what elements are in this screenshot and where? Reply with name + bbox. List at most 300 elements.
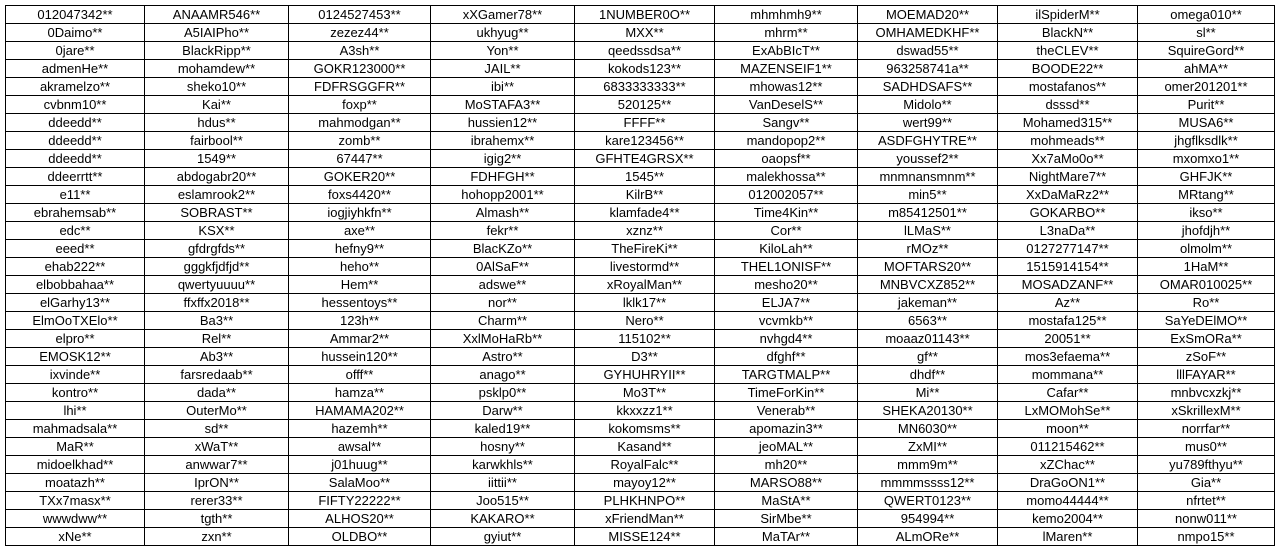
table-cell: zxn** [145, 528, 289, 546]
table-cell: Mi** [858, 384, 998, 402]
table-cell: sl** [1138, 24, 1275, 42]
table-cell: rMOz** [858, 240, 998, 258]
table-cell: BlackRipp** [145, 42, 289, 60]
table-cell: mus0** [1138, 438, 1275, 456]
table-cell: hamza** [289, 384, 431, 402]
table-row [6, 438, 1275, 456]
table-cell: BlackN** [998, 24, 1138, 42]
table-cell: zomb** [289, 132, 431, 150]
table-cell: KAKARO** [431, 510, 575, 528]
table-cell: Hem** [289, 276, 431, 294]
table-cell: j01huug** [289, 456, 431, 474]
table-cell: 963258741a** [858, 60, 998, 78]
table-cell: xFriendMan** [575, 510, 715, 528]
table-cell: SquireGord** [1138, 42, 1275, 60]
table-cell: ElmOoTXElo** [6, 312, 145, 330]
table-row [6, 366, 1275, 384]
table-cell: 20051** [998, 330, 1138, 348]
table-row [6, 240, 1275, 258]
table-cell: mhrm** [715, 24, 858, 42]
table-cell: BOODE22** [998, 60, 1138, 78]
table-cell: lMaren** [998, 528, 1138, 546]
table-cell: mommana** [998, 366, 1138, 384]
table-cell: iittii** [431, 474, 575, 492]
table-cell: ANAAMR546** [145, 6, 289, 24]
table-cell: lklk17** [575, 294, 715, 312]
table-cell: MaTAr** [715, 528, 858, 546]
table-cell: eslamrook2** [145, 186, 289, 204]
table-cell: ilSpiderM** [998, 6, 1138, 24]
table-cell: fairbool** [145, 132, 289, 150]
table-cell: 1HaM** [1138, 258, 1275, 276]
table-cell: ALmORe** [858, 528, 998, 546]
table-cell: Cafar** [998, 384, 1138, 402]
table-cell: 0127277147** [998, 240, 1138, 258]
table-cell: mohmeads** [998, 132, 1138, 150]
table-cell: Kai** [145, 96, 289, 114]
table-cell: Sangv** [715, 114, 858, 132]
table-cell: farsredaab** [145, 366, 289, 384]
table-cell: XxlMoHaRb** [431, 330, 575, 348]
table-cell: 0124527453** [289, 6, 431, 24]
table-cell: 1NUMBER0O** [575, 6, 715, 24]
table-cell: hefny9** [289, 240, 431, 258]
table-cell: ddeedd** [6, 132, 145, 150]
table-cell: nor** [431, 294, 575, 312]
table-row [6, 168, 1275, 186]
table-cell: mhmhmh9** [715, 6, 858, 24]
table-cell: 6563** [858, 312, 998, 330]
table-cell: mnmnansmnm** [858, 168, 998, 186]
table-cell: mahmadsala** [6, 420, 145, 438]
table-cell: gf** [858, 348, 998, 366]
table-cell: 012047342** [6, 6, 145, 24]
table-cell: Ab3** [145, 348, 289, 366]
table-cell: GHFJK** [1138, 168, 1275, 186]
table-cell: mxomxo1** [1138, 150, 1275, 168]
table-cell: apomazin3** [715, 420, 858, 438]
table-cell: MOFTARS20** [858, 258, 998, 276]
table-cell: qwertyuuuu** [145, 276, 289, 294]
table-cell: FIFTY22222** [289, 492, 431, 510]
table-cell: HAMAMA202** [289, 402, 431, 420]
table-cell: heho** [289, 258, 431, 276]
table-cell: hussien12** [431, 114, 575, 132]
table-cell: kare123456** [575, 132, 715, 150]
table-row [6, 60, 1275, 78]
table-cell: eeed** [6, 240, 145, 258]
table-cell: ibrahemx** [431, 132, 575, 150]
table-cell: lhi** [6, 402, 145, 420]
table-cell: OuterMo** [145, 402, 289, 420]
table-cell: Joo515** [431, 492, 575, 510]
table-cell: jhofdjh** [1138, 222, 1275, 240]
table-cell: xRoyalMan** [575, 276, 715, 294]
table-cell: admenHe** [6, 60, 145, 78]
table-cell: Nero** [575, 312, 715, 330]
table-cell: rerer33** [145, 492, 289, 510]
table-cell: Ba3** [145, 312, 289, 330]
table-cell: elbobbahaa** [6, 276, 145, 294]
table-cell: KSX** [145, 222, 289, 240]
table-cell: Charm** [431, 312, 575, 330]
table-cell: kemo2004** [998, 510, 1138, 528]
table-cell: kaled19** [431, 420, 575, 438]
table-cell: NightMare7** [998, 168, 1138, 186]
table-cell: ddeedd** [6, 114, 145, 132]
table-cell: Rel** [145, 330, 289, 348]
table-cell: 0jare** [6, 42, 145, 60]
table-cell: 1549** [145, 150, 289, 168]
table-cell: IprON** [145, 474, 289, 492]
table-cell: qeedssdsa** [575, 42, 715, 60]
table-cell: Almash** [431, 204, 575, 222]
table-row [6, 96, 1275, 114]
table-cell: Time4Kin** [715, 204, 858, 222]
table-cell: 67447** [289, 150, 431, 168]
table-cell: 123h** [289, 312, 431, 330]
table-cell: 6833333333** [575, 78, 715, 96]
table-cell: kkxxzz1** [575, 402, 715, 420]
table-row [6, 456, 1275, 474]
table-cell: nvhgd4** [715, 330, 858, 348]
table-row [6, 132, 1275, 150]
table-cell: mh20** [715, 456, 858, 474]
table-cell: BlacKZo** [431, 240, 575, 258]
table-cell: MISSE124** [575, 528, 715, 546]
table-cell: MN6030** [858, 420, 998, 438]
table-cell: SalaMoo** [289, 474, 431, 492]
table-cell: 0Daimo** [6, 24, 145, 42]
table-cell: anago** [431, 366, 575, 384]
table-cell: RoyalFalc** [575, 456, 715, 474]
table-cell: ddeerrtt** [6, 168, 145, 186]
table-cell: mayoy12** [575, 474, 715, 492]
table-cell: olmolm** [1138, 240, 1275, 258]
table-cell: ikso** [1138, 204, 1275, 222]
table-cell: kontro** [6, 384, 145, 402]
table-row [6, 258, 1275, 276]
table-cell: adswe** [431, 276, 575, 294]
table-cell: dsssd** [998, 96, 1138, 114]
table-cell: jhgflksdlk** [1138, 132, 1275, 150]
table-cell: tgth** [145, 510, 289, 528]
table-cell: xWaT** [145, 438, 289, 456]
table-cell: MaR** [6, 438, 145, 456]
table-cell: Purit** [1138, 96, 1275, 114]
table-cell: MaStA** [715, 492, 858, 510]
table-cell: sd** [145, 420, 289, 438]
table-cell: MoSTAFA3** [431, 96, 575, 114]
table-cell: Gia** [1138, 474, 1275, 492]
table-cell: Mohamed315** [998, 114, 1138, 132]
table-cell: ddeedd** [6, 150, 145, 168]
table-cell: karwkhls** [431, 456, 575, 474]
table-cell: xSkrillexM** [1138, 402, 1275, 420]
table-cell: foxp** [289, 96, 431, 114]
table-cell: L3naDa** [998, 222, 1138, 240]
table-cell: PLHKHNPO** [575, 492, 715, 510]
table-cell: xXGamer78** [431, 6, 575, 24]
table-cell: klamfade4** [575, 204, 715, 222]
table-row [6, 24, 1275, 42]
table-cell: MNBVCXZ852** [858, 276, 998, 294]
table-cell: MARSO88** [715, 474, 858, 492]
table-cell: kokods123** [575, 60, 715, 78]
table-cell: SaYeDElMO** [1138, 312, 1275, 330]
table-cell: LxMOMohSe** [998, 402, 1138, 420]
table-cell: gggkfjdfjd** [145, 258, 289, 276]
table-cell: Astro** [431, 348, 575, 366]
table-cell: vcvmkb** [715, 312, 858, 330]
table-cell: mahmodgan** [289, 114, 431, 132]
table-row [6, 528, 1275, 546]
table-cell: jakeman** [858, 294, 998, 312]
table-cell: yu789fthyu** [1138, 456, 1275, 474]
table-cell: moon** [998, 420, 1138, 438]
table-cell: hessentoys** [289, 294, 431, 312]
table-cell: elGarhy13** [6, 294, 145, 312]
table-row [6, 402, 1275, 420]
table-cell: foxs4420** [289, 186, 431, 204]
table-cell: SOBRAST** [145, 204, 289, 222]
table-cell: MXX** [575, 24, 715, 42]
table-row [6, 474, 1275, 492]
table-cell: ahMA** [1138, 60, 1275, 78]
table-cell: kokomsms** [575, 420, 715, 438]
table-cell: D3** [575, 348, 715, 366]
table-row [6, 186, 1275, 204]
table-cell: lllFAYAR** [1138, 366, 1275, 384]
table-cell: min5** [858, 186, 998, 204]
table-cell: TimeForKin** [715, 384, 858, 402]
table-cell: GOKER20** [289, 168, 431, 186]
table-cell: GYHUHRYII** [575, 366, 715, 384]
table-cell: 954994** [858, 510, 998, 528]
table-row [6, 42, 1275, 60]
table-cell: 1515914154** [998, 258, 1138, 276]
table-cell: mmmmssss12** [858, 474, 998, 492]
table-cell: Mo3T** [575, 384, 715, 402]
table-cell: OMAR010025** [1138, 276, 1275, 294]
table-cell: Az** [998, 294, 1138, 312]
table-cell: GFHTE4GRSX** [575, 150, 715, 168]
table-cell: dfghf** [715, 348, 858, 366]
table-cell: FDFRSGGFR** [289, 78, 431, 96]
table-row [6, 312, 1275, 330]
table-cell: TARGTMALP** [715, 366, 858, 384]
username-table [5, 5, 1275, 546]
table-cell: ixvinde** [6, 366, 145, 384]
table-cell: midoelkhad** [6, 456, 145, 474]
table-cell: ZxMI** [858, 438, 998, 456]
table-cell: m85412501** [858, 204, 998, 222]
table-cell: akramelzo** [6, 78, 145, 96]
table-cell: cvbnm10** [6, 96, 145, 114]
table-cell: sheko10** [145, 78, 289, 96]
table-row [6, 492, 1275, 510]
table-cell: mostafanos** [998, 78, 1138, 96]
table-cell: axe** [289, 222, 431, 240]
table-cell: igig2** [431, 150, 575, 168]
table-row [6, 384, 1275, 402]
table-cell: moatazh** [6, 474, 145, 492]
table-cell: OMHAMEDKHF** [858, 24, 998, 42]
table-row [6, 330, 1275, 348]
table-cell: anwwar7** [145, 456, 289, 474]
table-cell: XxDaMaRz2** [998, 186, 1138, 204]
table-cell: mnbvcxzkj** [1138, 384, 1275, 402]
table-cell: lLMaS** [858, 222, 998, 240]
table-row [6, 114, 1275, 132]
table-cell: mos3efaema** [998, 348, 1138, 366]
table-cell: xNe** [6, 528, 145, 546]
table-cell: Yon** [431, 42, 575, 60]
table-cell: Kasand** [575, 438, 715, 456]
table-cell: xznz** [575, 222, 715, 240]
table-cell: ExAbBIcT** [715, 42, 858, 60]
table-cell: MOEMAD20** [858, 6, 998, 24]
table-cell: dada** [145, 384, 289, 402]
table-cell: omer201201** [1138, 78, 1275, 96]
table-cell: SADHDSAFS** [858, 78, 998, 96]
table-cell: fekr** [431, 222, 575, 240]
table-cell: moaaz01143** [858, 330, 998, 348]
table-cell: ALHOS20** [289, 510, 431, 528]
table-cell: mesho20** [715, 276, 858, 294]
table-cell: A3sh** [289, 42, 431, 60]
table-row [6, 510, 1275, 528]
table-cell: theCLEV** [998, 42, 1138, 60]
table-cell: 1545** [575, 168, 715, 186]
table-cell: GOKR123000** [289, 60, 431, 78]
table-cell: JAIL** [431, 60, 575, 78]
table-cell: nmpo15** [1138, 528, 1275, 546]
table-cell: hosny** [431, 438, 575, 456]
table-row [6, 150, 1275, 168]
table-cell: zSoF** [1138, 348, 1275, 366]
table-cell: 012002057** [715, 186, 858, 204]
table-cell: oaopsf** [715, 150, 858, 168]
table-cell: Ammar2** [289, 330, 431, 348]
table-body [6, 6, 1275, 546]
table-cell: hohopp2001** [431, 186, 575, 204]
table-cell: MRtang** [1138, 186, 1275, 204]
table-cell: KilrB** [575, 186, 715, 204]
table-cell: hussein120** [289, 348, 431, 366]
table-cell: e11** [6, 186, 145, 204]
table-cell: dswad55** [858, 42, 998, 60]
table-cell: omega010** [1138, 6, 1275, 24]
table-row [6, 294, 1275, 312]
table-row [6, 222, 1275, 240]
table-cell: mhowas12** [715, 78, 858, 96]
table-cell: ukhyug** [431, 24, 575, 42]
table-row [6, 78, 1275, 96]
table-cell: ffxffx2018** [145, 294, 289, 312]
table-cell: Venerab** [715, 402, 858, 420]
table-cell: nonw011** [1138, 510, 1275, 528]
table-cell: offf** [289, 366, 431, 384]
table-cell: Ro** [1138, 294, 1275, 312]
table-cell: ebrahemsab** [6, 204, 145, 222]
table-cell: ExSmORa** [1138, 330, 1275, 348]
table-cell: ASDFGHYTRE** [858, 132, 998, 150]
table-cell: xZChac** [998, 456, 1138, 474]
table-cell: SirMbe** [715, 510, 858, 528]
table-cell: psklp0** [431, 384, 575, 402]
table-cell: EMOSK12** [6, 348, 145, 366]
table-cell: hdus** [145, 114, 289, 132]
table-row [6, 420, 1275, 438]
table-cell: malekhossa** [715, 168, 858, 186]
table-cell: 520125** [575, 96, 715, 114]
table-cell: MOSADZANF** [998, 276, 1138, 294]
table-cell: norrfar** [1138, 420, 1275, 438]
table-cell: Darw** [431, 402, 575, 420]
table-cell: edc** [6, 222, 145, 240]
table-cell: ehab222** [6, 258, 145, 276]
table-cell: THEL1ONISF** [715, 258, 858, 276]
table-cell: zezez44** [289, 24, 431, 42]
table-cell: mmm9m** [858, 456, 998, 474]
table-cell: livestormd** [575, 258, 715, 276]
table-cell: GOKARBO** [998, 204, 1138, 222]
table-cell: TXx7masx** [6, 492, 145, 510]
table-cell: 115102** [575, 330, 715, 348]
table-cell: mohamdew** [145, 60, 289, 78]
table-cell: momo44444** [998, 492, 1138, 510]
table-cell: wert99** [858, 114, 998, 132]
table-cell: FDHFGH** [431, 168, 575, 186]
table-cell: MAZENSEIF1** [715, 60, 858, 78]
table-cell: Cor** [715, 222, 858, 240]
table-cell: FFFF** [575, 114, 715, 132]
table-cell: MUSA6** [1138, 114, 1275, 132]
table-cell: gyiut** [431, 528, 575, 546]
table-cell: DraGoON1** [998, 474, 1138, 492]
table-row [6, 6, 1275, 24]
table-cell: jeoMAL** [715, 438, 858, 456]
table-cell: ELJA7** [715, 294, 858, 312]
table-cell: A5IAIPho** [145, 24, 289, 42]
table-cell: 011215462** [998, 438, 1138, 456]
table-cell: elpro** [6, 330, 145, 348]
table-cell: VanDeselS** [715, 96, 858, 114]
table-cell: QWERT0123** [858, 492, 998, 510]
table-cell: Midolo** [858, 96, 998, 114]
table-cell: youssef2** [858, 150, 998, 168]
table-cell: gfdrgfds** [145, 240, 289, 258]
table-cell: wwwdww** [6, 510, 145, 528]
table-row [6, 276, 1275, 294]
table-cell: mandopop2** [715, 132, 858, 150]
table-row [6, 348, 1275, 366]
table-cell: TheFireKi** [575, 240, 715, 258]
table-cell: SHEKA20130** [858, 402, 998, 420]
table-cell: awsal** [289, 438, 431, 456]
table-cell: Xx7aMo0o** [998, 150, 1138, 168]
table-cell: 0AlSaF** [431, 258, 575, 276]
table-row [6, 204, 1275, 222]
table-cell: hazemh** [289, 420, 431, 438]
table-cell: KiloLah** [715, 240, 858, 258]
table-cell: ibi** [431, 78, 575, 96]
table-cell: mostafa125** [998, 312, 1138, 330]
table-cell: nfrtet** [1138, 492, 1275, 510]
table-cell: OLDBO** [289, 528, 431, 546]
table-cell: iogjiyhkfn** [289, 204, 431, 222]
